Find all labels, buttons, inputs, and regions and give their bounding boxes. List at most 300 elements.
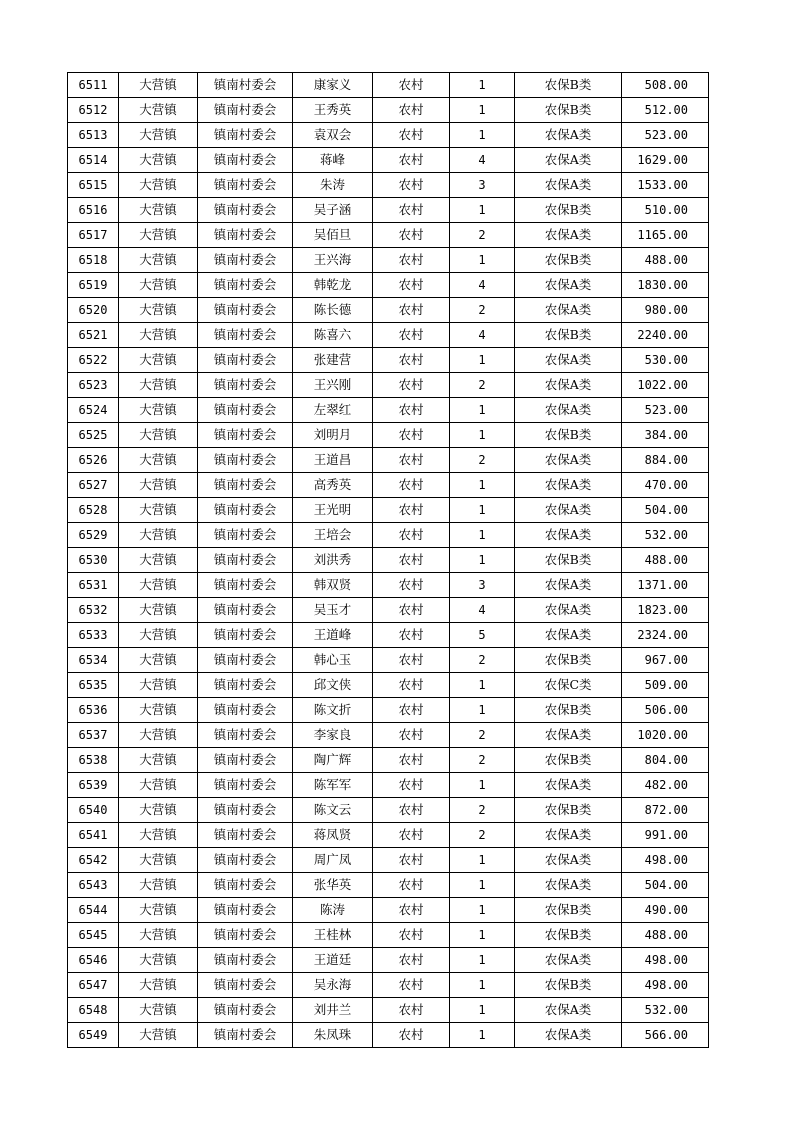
area-type-cell: 农村	[373, 848, 450, 873]
area-type-cell: 农村	[373, 948, 450, 973]
table-row	[68, 248, 709, 273]
row-number-cell: 6521	[68, 323, 119, 348]
insurance-category-cell: 农保B类	[515, 698, 622, 723]
table-row	[68, 498, 709, 523]
insurance-category-cell: 农保A类	[515, 848, 622, 873]
household-count-cell: 4	[450, 148, 515, 173]
insurance-category-cell: 农保A类	[515, 598, 622, 623]
village-cell: 镇南村委会	[198, 673, 293, 698]
household-count-cell: 4	[450, 323, 515, 348]
row-number-cell: 6523	[68, 373, 119, 398]
household-count-cell: 2	[450, 823, 515, 848]
village-cell: 镇南村委会	[198, 523, 293, 548]
person-name-cell: 吴子涵	[293, 198, 373, 223]
row-number-cell: 6527	[68, 473, 119, 498]
town-cell: 大营镇	[119, 648, 198, 673]
area-type-cell: 农村	[373, 98, 450, 123]
household-count-cell: 1	[450, 923, 515, 948]
area-type-cell: 农村	[373, 573, 450, 598]
insurance-category-cell: 农保A类	[515, 873, 622, 898]
person-name-cell: 陈文云	[293, 798, 373, 823]
town-cell: 大营镇	[119, 773, 198, 798]
town-cell: 大营镇	[119, 548, 198, 573]
area-type-cell: 农村	[373, 423, 450, 448]
town-cell: 大营镇	[119, 498, 198, 523]
insurance-category-cell: 农保A类	[515, 223, 622, 248]
row-number-cell: 6524	[68, 398, 119, 423]
table-row	[68, 223, 709, 248]
town-cell: 大营镇	[119, 923, 198, 948]
town-cell: 大营镇	[119, 848, 198, 873]
row-number-cell: 6526	[68, 448, 119, 473]
amount-cell: 1629.00	[622, 148, 709, 173]
town-cell: 大营镇	[119, 373, 198, 398]
person-name-cell: 高秀英	[293, 473, 373, 498]
town-cell: 大营镇	[119, 873, 198, 898]
amount-cell: 1165.00	[622, 223, 709, 248]
row-number-cell: 6547	[68, 973, 119, 998]
table-row	[68, 973, 709, 998]
area-type-cell: 农村	[373, 823, 450, 848]
person-name-cell: 韩双贤	[293, 573, 373, 598]
amount-cell: 884.00	[622, 448, 709, 473]
person-name-cell: 陈文折	[293, 698, 373, 723]
area-type-cell: 农村	[373, 498, 450, 523]
household-count-cell: 1	[450, 73, 515, 98]
insurance-category-cell: 农保A类	[515, 473, 622, 498]
row-number-cell: 6533	[68, 623, 119, 648]
row-number-cell: 6516	[68, 198, 119, 223]
area-type-cell: 农村	[373, 523, 450, 548]
village-cell: 镇南村委会	[198, 823, 293, 848]
table-row	[68, 623, 709, 648]
household-count-cell: 2	[450, 448, 515, 473]
area-type-cell: 农村	[373, 323, 450, 348]
amount-cell: 532.00	[622, 998, 709, 1023]
table-row	[68, 373, 709, 398]
table-row	[68, 898, 709, 923]
area-type-cell: 农村	[373, 973, 450, 998]
village-cell: 镇南村委会	[198, 623, 293, 648]
amount-cell: 498.00	[622, 973, 709, 998]
amount-cell: 488.00	[622, 248, 709, 273]
amount-cell: 1830.00	[622, 273, 709, 298]
household-count-cell: 2	[450, 798, 515, 823]
insurance-category-cell: 农保A类	[515, 823, 622, 848]
household-count-cell: 5	[450, 623, 515, 648]
amount-cell: 980.00	[622, 298, 709, 323]
town-cell: 大营镇	[119, 998, 198, 1023]
table-row	[68, 873, 709, 898]
table-row	[68, 748, 709, 773]
table-row	[68, 423, 709, 448]
town-cell: 大营镇	[119, 473, 198, 498]
town-cell: 大营镇	[119, 448, 198, 473]
village-cell: 镇南村委会	[198, 773, 293, 798]
person-name-cell: 陈军军	[293, 773, 373, 798]
person-name-cell: 蒋凤贤	[293, 823, 373, 848]
area-type-cell: 农村	[373, 798, 450, 823]
row-number-cell: 6531	[68, 573, 119, 598]
town-cell: 大营镇	[119, 598, 198, 623]
household-count-cell: 4	[450, 598, 515, 623]
person-name-cell: 韩乾龙	[293, 273, 373, 298]
insurance-category-cell: 农保A类	[515, 348, 622, 373]
table-row	[68, 698, 709, 723]
village-cell: 镇南村委会	[198, 348, 293, 373]
person-name-cell: 王桂林	[293, 923, 373, 948]
household-count-cell: 1	[450, 423, 515, 448]
insurance-category-cell: 农保A类	[515, 173, 622, 198]
amount-cell: 523.00	[622, 123, 709, 148]
town-cell: 大营镇	[119, 723, 198, 748]
amount-cell: 470.00	[622, 473, 709, 498]
amount-cell: 506.00	[622, 698, 709, 723]
village-cell: 镇南村委会	[198, 923, 293, 948]
table-row	[68, 648, 709, 673]
person-name-cell: 陈喜六	[293, 323, 373, 348]
village-cell: 镇南村委会	[198, 248, 293, 273]
table-body	[68, 73, 709, 1048]
table-row	[68, 548, 709, 573]
amount-cell: 509.00	[622, 673, 709, 698]
town-cell: 大营镇	[119, 73, 198, 98]
beneficiary-table	[67, 72, 709, 1048]
area-type-cell: 农村	[373, 673, 450, 698]
town-cell: 大营镇	[119, 798, 198, 823]
insurance-category-cell: 农保C类	[515, 673, 622, 698]
row-number-cell: 6548	[68, 998, 119, 1023]
insurance-category-cell: 农保A类	[515, 948, 622, 973]
table-row	[68, 73, 709, 98]
row-number-cell: 6513	[68, 123, 119, 148]
village-cell: 镇南村委会	[198, 598, 293, 623]
amount-cell: 532.00	[622, 523, 709, 548]
household-count-cell: 1	[450, 498, 515, 523]
town-cell: 大营镇	[119, 523, 198, 548]
table-row	[68, 673, 709, 698]
area-type-cell: 农村	[373, 373, 450, 398]
town-cell: 大营镇	[119, 198, 198, 223]
table-row	[68, 723, 709, 748]
person-name-cell: 王兴刚	[293, 373, 373, 398]
insurance-category-cell: 农保B类	[515, 423, 622, 448]
household-count-cell: 3	[450, 173, 515, 198]
amount-cell: 1823.00	[622, 598, 709, 623]
village-cell: 镇南村委会	[198, 223, 293, 248]
area-type-cell: 农村	[373, 398, 450, 423]
town-cell: 大营镇	[119, 223, 198, 248]
amount-cell: 512.00	[622, 98, 709, 123]
area-type-cell: 农村	[373, 223, 450, 248]
town-cell: 大营镇	[119, 398, 198, 423]
insurance-category-cell: 农保A类	[515, 573, 622, 598]
town-cell: 大营镇	[119, 973, 198, 998]
person-name-cell: 王道昌	[293, 448, 373, 473]
amount-cell: 1533.00	[622, 173, 709, 198]
town-cell: 大营镇	[119, 123, 198, 148]
person-name-cell: 周广凤	[293, 848, 373, 873]
household-count-cell: 1	[450, 673, 515, 698]
area-type-cell: 农村	[373, 348, 450, 373]
row-number-cell: 6517	[68, 223, 119, 248]
person-name-cell: 刘明月	[293, 423, 373, 448]
row-number-cell: 6525	[68, 423, 119, 448]
table-row	[68, 1023, 709, 1048]
village-cell: 镇南村委会	[198, 98, 293, 123]
area-type-cell: 农村	[373, 448, 450, 473]
village-cell: 镇南村委会	[198, 473, 293, 498]
insurance-category-cell: 农保A类	[515, 723, 622, 748]
amount-cell: 482.00	[622, 773, 709, 798]
village-cell: 镇南村委会	[198, 548, 293, 573]
row-number-cell: 6530	[68, 548, 119, 573]
amount-cell: 967.00	[622, 648, 709, 673]
household-count-cell: 2	[450, 723, 515, 748]
insurance-category-cell: 农保B类	[515, 248, 622, 273]
insurance-category-cell: 农保A类	[515, 373, 622, 398]
table-row	[68, 198, 709, 223]
person-name-cell: 朱凤珠	[293, 1023, 373, 1048]
table-row	[68, 398, 709, 423]
person-name-cell: 陈长德	[293, 298, 373, 323]
insurance-category-cell: 农保B类	[515, 198, 622, 223]
household-count-cell: 1	[450, 1023, 515, 1048]
person-name-cell: 蒋峰	[293, 148, 373, 173]
person-name-cell: 张华英	[293, 873, 373, 898]
insurance-category-cell: 农保B类	[515, 748, 622, 773]
row-number-cell: 6545	[68, 923, 119, 948]
person-name-cell: 左翠红	[293, 398, 373, 423]
town-cell: 大营镇	[119, 323, 198, 348]
village-cell: 镇南村委会	[198, 373, 293, 398]
table-row	[68, 148, 709, 173]
table-row	[68, 848, 709, 873]
village-cell: 镇南村委会	[198, 748, 293, 773]
person-name-cell: 李家良	[293, 723, 373, 748]
area-type-cell: 农村	[373, 873, 450, 898]
household-count-cell: 2	[450, 648, 515, 673]
row-number-cell: 6537	[68, 723, 119, 748]
insurance-category-cell: 农保A类	[515, 998, 622, 1023]
table-row	[68, 448, 709, 473]
row-number-cell: 6546	[68, 948, 119, 973]
household-count-cell: 2	[450, 748, 515, 773]
insurance-category-cell: 农保B类	[515, 323, 622, 348]
table-row	[68, 573, 709, 598]
village-cell: 镇南村委会	[198, 998, 293, 1023]
amount-cell: 804.00	[622, 748, 709, 773]
amount-cell: 384.00	[622, 423, 709, 448]
insurance-category-cell: 农保B类	[515, 923, 622, 948]
table-row	[68, 298, 709, 323]
row-number-cell: 6541	[68, 823, 119, 848]
town-cell: 大营镇	[119, 248, 198, 273]
row-number-cell: 6512	[68, 98, 119, 123]
person-name-cell: 王道峰	[293, 623, 373, 648]
insurance-category-cell: 农保A类	[515, 623, 622, 648]
town-cell: 大营镇	[119, 423, 198, 448]
village-cell: 镇南村委会	[198, 323, 293, 348]
amount-cell: 490.00	[622, 898, 709, 923]
person-name-cell: 康家义	[293, 73, 373, 98]
amount-cell: 872.00	[622, 798, 709, 823]
row-number-cell: 6543	[68, 873, 119, 898]
village-cell: 镇南村委会	[198, 648, 293, 673]
household-count-cell: 2	[450, 298, 515, 323]
area-type-cell: 农村	[373, 598, 450, 623]
amount-cell: 2324.00	[622, 623, 709, 648]
amount-cell: 488.00	[622, 548, 709, 573]
town-cell: 大营镇	[119, 348, 198, 373]
area-type-cell: 农村	[373, 623, 450, 648]
town-cell: 大营镇	[119, 948, 198, 973]
insurance-category-cell: 农保A类	[515, 773, 622, 798]
village-cell: 镇南村委会	[198, 1023, 293, 1048]
area-type-cell: 农村	[373, 898, 450, 923]
area-type-cell: 农村	[373, 748, 450, 773]
table-row	[68, 923, 709, 948]
town-cell: 大营镇	[119, 173, 198, 198]
village-cell: 镇南村委会	[198, 448, 293, 473]
row-number-cell: 6544	[68, 898, 119, 923]
table-row	[68, 173, 709, 198]
row-number-cell: 6540	[68, 798, 119, 823]
household-count-cell: 2	[450, 223, 515, 248]
household-count-cell: 1	[450, 698, 515, 723]
amount-cell: 991.00	[622, 823, 709, 848]
amount-cell: 498.00	[622, 948, 709, 973]
area-type-cell: 农村	[373, 298, 450, 323]
amount-cell: 1022.00	[622, 373, 709, 398]
town-cell: 大营镇	[119, 98, 198, 123]
table-row	[68, 523, 709, 548]
household-count-cell: 4	[450, 273, 515, 298]
household-count-cell: 1	[450, 98, 515, 123]
insurance-category-cell: 农保B类	[515, 973, 622, 998]
village-cell: 镇南村委会	[198, 423, 293, 448]
table-row	[68, 473, 709, 498]
household-count-cell: 1	[450, 473, 515, 498]
amount-cell: 566.00	[622, 1023, 709, 1048]
area-type-cell: 农村	[373, 648, 450, 673]
table-row	[68, 273, 709, 298]
insurance-category-cell: 农保B类	[515, 98, 622, 123]
amount-cell: 1371.00	[622, 573, 709, 598]
town-cell: 大营镇	[119, 898, 198, 923]
household-count-cell: 1	[450, 548, 515, 573]
table-row	[68, 998, 709, 1023]
area-type-cell: 农村	[373, 723, 450, 748]
household-count-cell: 1	[450, 348, 515, 373]
person-name-cell: 袁双会	[293, 123, 373, 148]
insurance-category-cell: 农保A类	[515, 148, 622, 173]
person-name-cell: 刘洪秀	[293, 548, 373, 573]
area-type-cell: 农村	[373, 1023, 450, 1048]
village-cell: 镇南村委会	[198, 898, 293, 923]
area-type-cell: 农村	[373, 773, 450, 798]
row-number-cell: 6534	[68, 648, 119, 673]
town-cell: 大营镇	[119, 298, 198, 323]
amount-cell: 504.00	[622, 498, 709, 523]
row-number-cell: 6539	[68, 773, 119, 798]
person-name-cell: 王秀英	[293, 98, 373, 123]
household-count-cell: 1	[450, 248, 515, 273]
area-type-cell: 农村	[373, 73, 450, 98]
insurance-category-cell: 农保B类	[515, 648, 622, 673]
village-cell: 镇南村委会	[198, 798, 293, 823]
row-number-cell: 6532	[68, 598, 119, 623]
insurance-category-cell: 农保A类	[515, 298, 622, 323]
table-row	[68, 823, 709, 848]
village-cell: 镇南村委会	[198, 873, 293, 898]
person-name-cell: 朱涛	[293, 173, 373, 198]
table-row	[68, 123, 709, 148]
area-type-cell: 农村	[373, 123, 450, 148]
town-cell: 大营镇	[119, 623, 198, 648]
village-cell: 镇南村委会	[198, 298, 293, 323]
village-cell: 镇南村委会	[198, 848, 293, 873]
person-name-cell: 陈涛	[293, 898, 373, 923]
insurance-category-cell: 农保A类	[515, 498, 622, 523]
household-count-cell: 1	[450, 523, 515, 548]
amount-cell: 2240.00	[622, 323, 709, 348]
person-name-cell: 王光明	[293, 498, 373, 523]
person-name-cell: 邱文侠	[293, 673, 373, 698]
insurance-category-cell: 农保B类	[515, 898, 622, 923]
amount-cell: 508.00	[622, 73, 709, 98]
village-cell: 镇南村委会	[198, 173, 293, 198]
village-cell: 镇南村委会	[198, 148, 293, 173]
village-cell: 镇南村委会	[198, 498, 293, 523]
town-cell: 大营镇	[119, 748, 198, 773]
table-row	[68, 948, 709, 973]
area-type-cell: 农村	[373, 698, 450, 723]
person-name-cell: 王兴海	[293, 248, 373, 273]
area-type-cell: 农村	[373, 198, 450, 223]
village-cell: 镇南村委会	[198, 398, 293, 423]
village-cell: 镇南村委会	[198, 573, 293, 598]
row-number-cell: 6519	[68, 273, 119, 298]
insurance-category-cell: 农保A类	[515, 273, 622, 298]
area-type-cell: 农村	[373, 998, 450, 1023]
area-type-cell: 农村	[373, 473, 450, 498]
amount-cell: 523.00	[622, 398, 709, 423]
person-name-cell: 吴玉才	[293, 598, 373, 623]
town-cell: 大营镇	[119, 1023, 198, 1048]
row-number-cell: 6542	[68, 848, 119, 873]
household-count-cell: 1	[450, 898, 515, 923]
row-number-cell: 6518	[68, 248, 119, 273]
insurance-category-cell: 农保B类	[515, 798, 622, 823]
area-type-cell: 农村	[373, 173, 450, 198]
insurance-category-cell: 农保A类	[515, 523, 622, 548]
amount-cell: 504.00	[622, 873, 709, 898]
household-count-cell: 2	[450, 373, 515, 398]
area-type-cell: 农村	[373, 273, 450, 298]
village-cell: 镇南村委会	[198, 198, 293, 223]
household-count-cell: 1	[450, 948, 515, 973]
row-number-cell: 6520	[68, 298, 119, 323]
amount-cell: 488.00	[622, 923, 709, 948]
amount-cell: 530.00	[622, 348, 709, 373]
row-number-cell: 6549	[68, 1023, 119, 1048]
amount-cell: 498.00	[622, 848, 709, 873]
household-count-cell: 1	[450, 848, 515, 873]
insurance-category-cell: 农保A类	[515, 123, 622, 148]
town-cell: 大营镇	[119, 698, 198, 723]
insurance-category-cell: 农保A类	[515, 1023, 622, 1048]
